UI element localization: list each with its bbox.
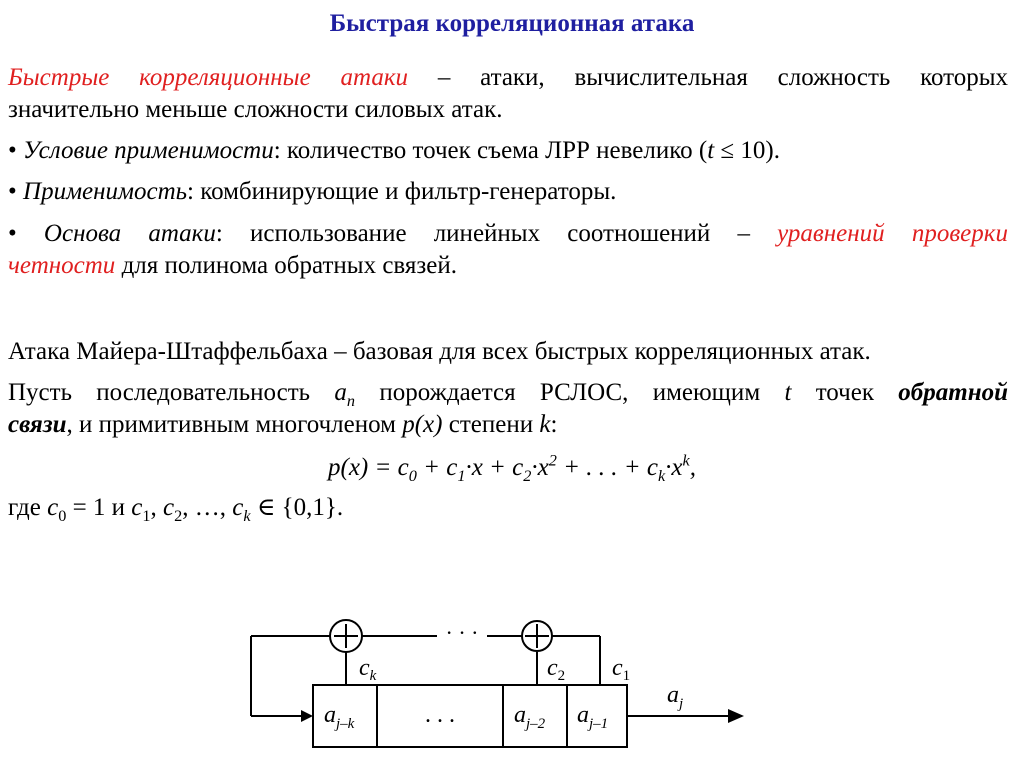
- text: , и примитивным многочленом: [66, 411, 403, 438]
- bullet-mark: •: [8, 178, 24, 205]
- parity-check-term-part1: уравнений проверки: [777, 220, 1008, 247]
- text: порождается РСЛОС, имеющим: [355, 379, 785, 406]
- bullet-text: : комбинирующие и фильтр-генераторы.: [187, 178, 617, 205]
- bullet-tail: ≤ 10).: [714, 137, 780, 164]
- polynomial-px: p(x): [402, 411, 443, 438]
- cell-label-dots: . . .: [425, 702, 455, 728]
- tap-label-c2: $c_2$: [547, 655, 566, 684]
- feedback-term-part1: обратной: [898, 379, 1008, 406]
- coefficients-definition: где $c_0 = 1$ и $c_1$, $c_2$, …, $c_k$ ∈ {0,1}.: [8, 494, 344, 525]
- bullet-label: Применимость: [23, 178, 188, 205]
- bullet-label: Условие применимости: [23, 137, 274, 164]
- input-arrow-icon: [301, 710, 313, 722]
- tap-label-ck: $c_k$: [359, 655, 377, 684]
- feedback-term-part2: связи: [8, 411, 67, 438]
- polynomial-formula: $p(x) = c_0 + c_1\cdot x + c_2\cdot x^2$ + . . . + $c_k\cdot x^k$,: [328, 451, 696, 485]
- slide-title: Быстрая корреляционная атака: [329, 10, 695, 37]
- var-t: t: [784, 379, 792, 406]
- bullet-text: : использование линейных соотношений –: [215, 220, 778, 247]
- bullet-mark: •: [8, 220, 44, 247]
- tap-label-c1: $c_1$: [612, 655, 631, 684]
- intro-term: Быстрые корреляционные атаки: [8, 64, 409, 91]
- sub-n: n: [346, 392, 356, 410]
- var-k: k: [539, 411, 551, 438]
- output-arrow-icon: [728, 709, 744, 723]
- bullet-label: Основа атаки: [43, 220, 216, 247]
- var-a: a: [334, 379, 347, 406]
- text: :: [550, 411, 558, 438]
- variable-t: t: [707, 137, 715, 164]
- bullet-text: : количество точек съема ЛРР невелико (: [273, 137, 708, 164]
- cell-label-aj-k: $a_{j-k}$: [324, 702, 355, 732]
- top-dots: · · ·: [445, 620, 479, 645]
- bullet-tail: для полинома обратных связей.: [115, 252, 457, 279]
- intro-line1-rest: – атаки, вычислительная сложность которых: [408, 64, 1009, 91]
- output-label-aj: $a_j$: [667, 682, 684, 712]
- cell-label-aj-2: $a_{j-2}$: [514, 702, 546, 732]
- text: степени: [442, 411, 540, 438]
- text: точек: [791, 379, 899, 406]
- bullet-mark: •: [8, 137, 24, 164]
- intro-line-2: значительно меньше сложности силовых атак.: [8, 96, 503, 123]
- cell-label-aj-1: $a_{j-1}$: [577, 702, 609, 732]
- text: Пусть последовательность: [8, 379, 335, 406]
- paragraph-meier-staffelbach: Атака Майера-Штаффельбаха – базовая для всех быстрых корреляционных атак.: [8, 338, 871, 365]
- parity-check-term-part2: четности: [8, 252, 116, 279]
